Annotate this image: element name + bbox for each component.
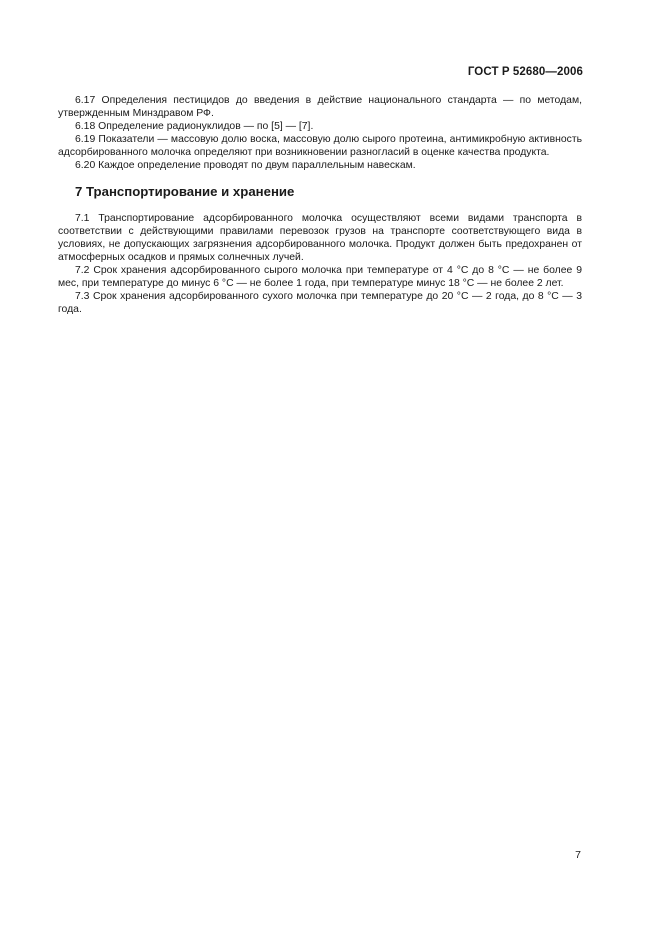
paragraph-6-17: 6.17 Определения пестицидов до введения в действие национального стандарта — по методам, утвержденным Минздравом РФ. — [58, 95, 582, 119]
paragraph-7-1: 7.1 Транспортирование адсорбированного молочка осуществляют всеми видами транспорта в соответствии с действующими правилами перевозок грузов на транспорте соответствующего вида в условиях, не допускающих загрязнения адсорбированного молочка. Продукт должен быть предохранен от атмосферных осадков и прямых солнечных лучей. — [58, 213, 582, 263]
paragraph-7-3: 7.3 Срок хранения адсорбированного сухого молочка при температуре до 20 °С — 2 года, до 8 °С — 3 года. — [58, 291, 582, 315]
paragraph-6-20: 6.20 Каждое определение проводят по двум параллельным навескам. — [75, 160, 416, 171]
paragraph-6-19: 6.19 Показатели — массовую долю воска, массовую долю сырого протеина, антимикробную активность адсорбированного молочка определяют при возникновении разногласий в оценке качества продукта. — [58, 134, 582, 158]
page-number: 7 — [575, 849, 581, 861]
document-body — [58, 94, 582, 316]
section-7-title: 7 Транспортирование и хранение — [75, 184, 295, 199]
paragraph-7-2: 7.2 Срок хранения адсорбированного сырого молочка при температуре от 4 °С до 8 °С — не более 9 мес, при температуре до минус 6 °С — не более 1 года, при температуре минус 18 °С — не более 2 лет. — [58, 265, 582, 289]
paragraph-6-18: 6.18 Определение радионуклидов — по [5] — [7]. — [75, 121, 314, 132]
document-code-header: ГОСТ Р 52680—2006 — [467, 66, 583, 78]
